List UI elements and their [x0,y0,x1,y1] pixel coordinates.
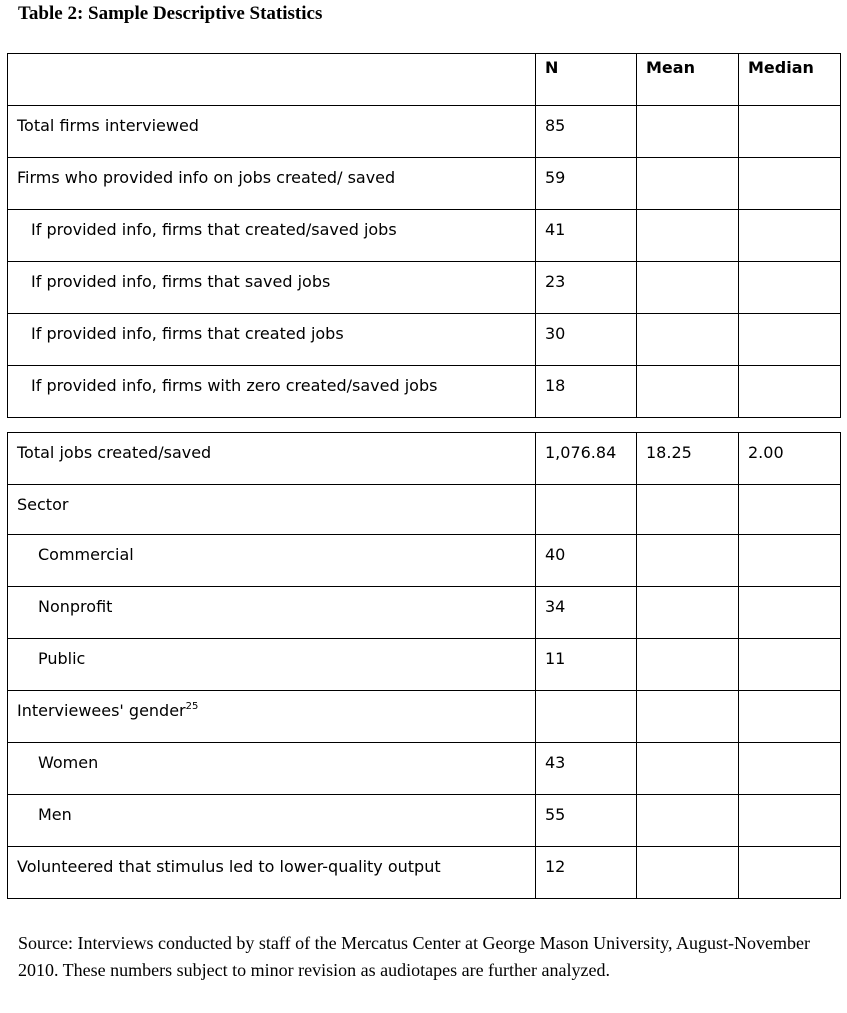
table-row [8,535,841,587]
cell-mean [637,366,739,418]
cell-n: 55 [536,795,637,847]
cell-mean [637,485,739,535]
cell-n: 11 [536,639,637,691]
table-row [8,433,841,485]
cell-n: 30 [536,314,637,366]
row-label: Total firms interviewed [8,106,536,158]
cell-mean [637,106,739,158]
cell-median [739,587,841,639]
cell-mean [637,743,739,795]
row-label: Nonprofit [8,587,536,639]
cell-n [536,485,637,535]
table-title: Table 2: Sample Descriptive Statistics [18,3,323,24]
cell-median [739,743,841,795]
table-row [8,795,841,847]
cell-n: 23 [536,262,637,314]
stats-table-firms [7,53,841,418]
cell-mean [637,587,739,639]
table-row [8,587,841,639]
cell-n: 43 [536,743,637,795]
cell-median [739,847,841,899]
cell-n: 40 [536,535,637,587]
cell-median [739,691,841,743]
header-mean: Mean [637,54,739,106]
table-row [8,106,841,158]
header-label-cell [8,54,536,106]
cell-median [739,485,841,535]
source-note: Source: Interviews conducted by staff of the Mercatus Center at George Mason University, August-November 2010. These numbers subject to minor revision as audiotapes are further analyzed. [18,933,810,980]
row-label: If provided info, firms that created jobs [8,314,536,366]
row-label: Men [8,795,536,847]
header-median: Median [739,54,841,106]
row-label: Women [8,743,536,795]
table-row [8,743,841,795]
row-label: Total jobs created/saved [8,433,536,485]
cell-n: 41 [536,210,637,262]
cell-n: 12 [536,847,637,899]
cell-median [739,795,841,847]
table-row [8,314,841,366]
row-label: Interviewees' gender$^{25}$ [8,691,536,743]
cell-mean [637,535,739,587]
cell-median [739,158,841,210]
cell-median [739,106,841,158]
table-row [8,639,841,691]
row-label: Firms who provided info on jobs created/ saved [8,158,536,210]
cell-mean [637,158,739,210]
table-row [8,847,841,899]
cell-mean [637,314,739,366]
cell-median [739,314,841,366]
header-row [8,54,841,106]
cell-n: 85 [536,106,637,158]
table-row [8,366,841,418]
cell-mean [637,691,739,743]
row-label: Volunteered that stimulus led to lower-quality output [8,847,536,899]
row-label: If provided info, firms that created/saved jobs [8,210,536,262]
row-label: Public [8,639,536,691]
cell-mean [637,795,739,847]
cell-n: 1,076.84 [536,433,637,485]
cell-median [739,639,841,691]
cell-median [739,210,841,262]
stats-table-jobs [7,432,841,899]
cell-n: 34 [536,587,637,639]
cell-mean [637,210,739,262]
cell-median [739,262,841,314]
row-label: Commercial [8,535,536,587]
header-n: N [536,54,637,106]
cell-median [739,535,841,587]
cell-mean [637,639,739,691]
table-row [8,262,841,314]
cell-median: 2.00 [739,433,841,485]
footnote-marker: 25 [185,701,199,712]
row-label: Sector [8,485,536,535]
cell-mean [637,262,739,314]
row-label: If provided info, firms with zero created/saved jobs [8,366,536,418]
cell-n: 59 [536,158,637,210]
cell-n [536,691,637,743]
table-row [8,691,841,743]
cell-mean [637,847,739,899]
table-row [8,485,841,535]
table-row [8,210,841,262]
cell-n: 18 [536,366,637,418]
cell-median [739,366,841,418]
table-row [8,158,841,210]
row-label: If provided info, firms that saved jobs [8,262,536,314]
cell-mean: 18.25 [637,433,739,485]
